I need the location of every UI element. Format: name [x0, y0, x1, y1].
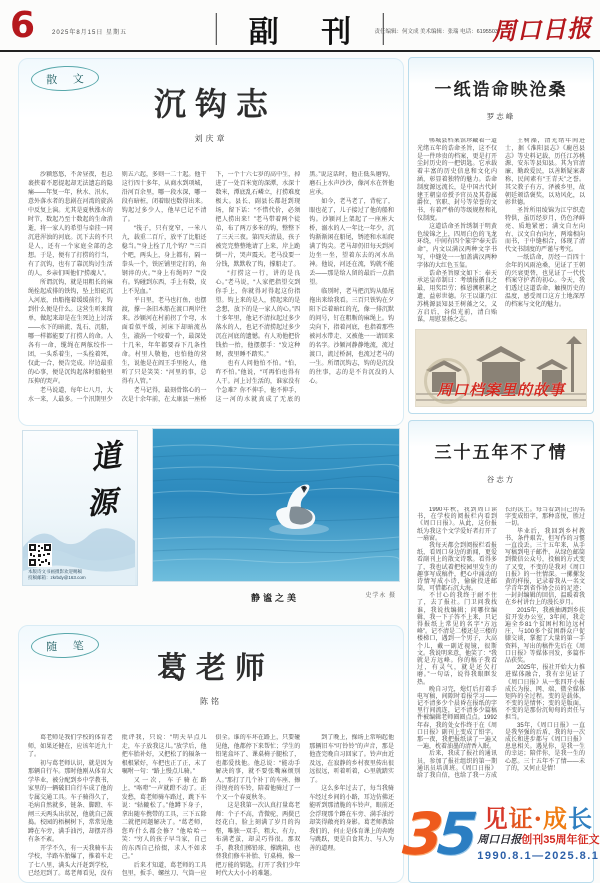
anniversary-campaign: 创刊35周年征文 — [521, 833, 600, 846]
essay-tag: 随 笔 — [31, 632, 100, 659]
anniversary-dates: 1990.8.1—2025.8.1 — [477, 849, 600, 862]
article-author: 谷志方 — [486, 475, 516, 484]
anniversary-logo — [400, 794, 600, 874]
daoyuan-notes — [28, 569, 86, 583]
photo-caption-row — [152, 588, 398, 603]
swan-photo-image — [152, 428, 400, 582]
temple-photo — [415, 329, 587, 407]
article-chengouzhi — [18, 58, 404, 426]
anniversary-digit-3: 3 — [400, 800, 440, 868]
page-number: 6 — [10, 5, 36, 46]
anniversary-slogan: 见证·成长 — [483, 803, 594, 833]
anniversary-number — [400, 800, 474, 868]
daoyuan-note-line2: 投稿邮箱：zkrbdy@163.com — [28, 575, 86, 581]
header-date: 2025年8月15日 星期五 — [52, 30, 128, 36]
article-title: 三十五年不了情 — [434, 443, 568, 463]
article-author: 刘庆章 — [194, 134, 228, 144]
daoyuan-title-char2: 源 — [85, 484, 119, 523]
anniversary-campaign-line — [477, 834, 599, 846]
article-body: 郸城县档案馆珍藏着一道光绪五年的诰命圣旨，这不仅是一件珍贵的档案，更是打开尘封历史的一把钥匙。它承载着丰富的历史信息和文化内涵，彰显着独特的魅力。诰命制度源远流长，是中国古代封建王朝皇帝授予官员及其眷属爵位、官职、封号等荣誉的文书，有着严格的等级规程和礼仪制度。 这道诰命圣旨绣制于明黄色绫锦之上，四周白色的飞龙环绕，中间有四个篆字“奉天诰命”，内文以满汉两种文字书写，中缝处一一加盖满汉两种字体的大红色玉玺。 诰命圣旨原文如下：奉天承运皇帝制曰：考绩报循良之最，用奖臣劳；推恩溯积累之遗，益彰世德。尔王以谦乃江苏桃源县知县王树藻之父，义方启后，谷似光前，清白贻谋，用慰显扬之志。 王树藻，清光绪年间进士，据《淮阳县志》《鹿邑县志》等史料记载，历任江苏桃源、安东等县知县。其为官清廉、勤政爱民，以善断疑案著称，民间素有“王青天”之誉。其父教子有方，泽被乡里，故朝廷颁诰褒奖，以劝风化，以彰世德。 圣旨所用绫锦为江宁织造特供，虽历经岁月，仍色泽鲜亮、质地紧密；满文自左向右、汉文自右向左，两端相向而书，于中缝相合，体现了清代文书制度的严谨与考究。 一纸诰命，历经一百四十余年的风雨沧桑，见证了王朝的兴衰更替，也见证了一代代档案守护者的初心。今天，我们透过这道诰命，触摸历史的温度，感受周口这方土地深厚的档案与文化的魅力。 — [417, 138, 585, 324]
swan-photo — [152, 428, 398, 603]
article-title: 一纸诰命映沧桑 — [434, 80, 568, 100]
daoyuan-note-line1: 本版诗文书画摄影欢迎赐稿 — [28, 568, 82, 574]
daoyuan-title-char1: 道 — [88, 438, 124, 477]
section-title: 副 刊 — [248, 15, 368, 50]
article-title: 葛老师 — [157, 651, 274, 686]
masthead — [200, 7, 400, 51]
header-rule — [0, 50, 600, 52]
article-gaoming — [408, 57, 594, 414]
article-title: 沉钩志 — [153, 85, 277, 123]
editors-line: 责任编辑：何文成 美术编辑：张瑞 电话：6195503 — [374, 29, 498, 35]
photo-credit: 史学永 摄 — [365, 593, 396, 599]
qr-code-icon — [28, 543, 52, 567]
middle-band — [18, 428, 402, 622]
article-body: 沙颍悠悠，不舍昼夜，也总裹挟着不愿提起却无法遗忘的隐痛——年复一年，秋水、汛水，意外落水者的悲剧在河湾的旋涡中反复上演。尤其是夏秋涨水的时节，数起乃至十数起的生命消逝，将一家人的希望与牵挂一同沉进浑浊的河底。沉下去的不只是人，还有一个家庭全部的念想。于是，便有了打捞的行当，有了沉钩，也有了靠沉钩讨生活的人，乡亲们叫他们“捞魂人”。 所谓沉钩，就是用粗长的麻绳拴起成排的铁钩，坠上铅砣沉入河底，由船拖着缓缓前行，钩到什么便是什么。这营生听来简单，做起来却是在生死边上讨活——水下的暗流、乱石、沉船，哪一样都能要了打捞人的命。人各有一命，缆绳在两舷绞作一团，一头系着生，一头拴着死，仅此一合，便告完成。岸边最重的心事，便是沉钩起落时船舱里压抑的哭声。 老马说道，每年七八月，大水一来，人最多。一个汛期里少则五六起，多则一二十起。他干这行四十多年，从商水到项城，沿河百余里，哪一段水深，哪一段有暗桩，闭着眼也数得出来。钩起过多少人，他早已记不清了。 “筏子，只有宽窄，一米八九，载重二百斤，放平了比船还稳当。”“身上拴了几个钩？”“三百个吧，两头上，身上都有，隔一拳头一个，铁匠铺里定打的，角钢淬的火。”“身上有绳吗？”“没有。钩碰到东西，手上有数，皮上不见血。” 平日里，老马也打鱼，也摆渡，撑一条旧木船在渡口两岸往来。沙颍河在村前拐了个弯，水面看似平缓，河床下却暗流丛生，漩涡一个咬着一个，最深处十几米，年年都要吞下几条性命。村里人敬他，也怕他的营生，说他是在阎王手里抢人，他听了只是笑笑：“河里的事，总得有人管。” 老马记得，最刻骨铭心的一次是十余年前，在太康县一座桥下，一个十六七岁的高中生，掉进了一处百米宽的深潭，水深十数米，潭底乱石嶙立，打捞难度极大。县长、副县长都赶到现场，留下话：“不惜代价，必须把人捞出来！”老马带着两个徒弟，布了两万多米的钩，整整下了三天三夜。第四天清晨，孩子被完完整整地请了上来，岸上跪倒一片，哭声震天。老马没要一分钱，默默收了钩，撑船走了。 “打捞这一行，讲的是良心。”老马说，“人家把指望交到你手上，你就得对得起这份指望。钩上来的是人，捞起来的是念想，放下的是一家人的心。”四十多年里，他记不清拉起过多少落水的人，也记不清捞起过多少沉在河底的遗憾。有人劝他把价钱抬一抬，他摆摆手：“发这种财，夜里睡不踏实。” 也有人问他怕不怕。“怕，咋不怕。”他说，“可再怕也得有人干。河上讨生活的，谁家没有个急难？你不伸手，他不伸手，这一河的水就真成了无底的黑。”说这话时，他正低头磨钩，磨石上水声沙沙，像河水在替他应承。 如今，老马老了，背驼了，眼也花了，儿子接过了他的船和钩。沙颍河上架起了一座座大桥，溺水的人一年比一年少，沉钩渐渐闲在船尾，锈迹和水垢爬满了钩尖。老马却仍旧每天到河边坐一坐，望着东去的河水出神。他说，河还在流，钩就不能丢——那是给人留的最后一点指望。 临别时，老马把沉钩从船尾拖出来给我看。三百只铁钩在夕阳下泛着暗红的光，像一排沉默的问号，钉在粗粝的麻绳上。钩尖向下，指着河底，也指着那些被河水带走、又被他一一请回来的名字。沙颍河静静地流，流过渡口，流过桥洞，也流过老马的一生。所谓沉钩志，钩的是沉没的往事，志的是不肯沉没的人心。 — [28, 172, 394, 403]
article-author: 罗志峰 — [486, 112, 516, 121]
divider-bar-icon — [216, 13, 217, 45]
anniversary-brand: 周口日报 — [477, 832, 522, 846]
anniversary-digit-5: 5 — [434, 800, 474, 868]
article-author: 陈铭 — [200, 697, 222, 706]
article-gelaoshi — [18, 625, 404, 883]
essay-tag: 散 文 — [31, 65, 100, 92]
article-body: 葛老师是我们学校的体育老师，如果还健在，应该年近九十了。 初与葛老师认识，就是因为那辆自行车。那时他刚从体育大学毕业，被分配到乡中学教书，家里的一辆破旧自行车成了他的专属交通工具。车子骑得久了，毛病自然就多，链条、脚蹬、车闸三天两头出状况，他就自己鼓捣。校园的梧桐树下，常常见他蹲在车旁，满手油污，却摆弄得有条不紊。 开学不久，有一天我骑车去学校，半路车胎爆了，推着车走了七八里，满头大汗赶到学校，已经迟到了。葛老师看见，没有批评我，只说：“明天早点儿走，车子放我这儿。”放学后，他把车胎补好，又把松了的辐条一根根紧好，车把也正了正，末了嘱咐一句：“路上慢点儿骑。” 又一次，车子骑在路上，“咯噔”一声就蹬不动了。正发愁，葛老师骑车路过，跳下车说：“轱辘松了。”他蹲下身子，拿出随车携带的工具，三下五除二就把问题解决了。“葛老师，您咋什么都会修？”他哈哈一笑：“穷人的孩子早当家，自己的东西自己拾掇，求人不如求己。” 后来才知道，葛老师的工具包里，扳手、螺丝刀、气筒一应俱全。谁的车坏在路上，只要碰见他，他都停下来帮忙；学生的铅笔盒坏了、课桌椅子腿松了，也都爱找他。他总说：“能动手解决的事，就不要张嘴麻烦别人。”那打了几个补丁的车座、擦得锃亮的车铃，陪着他骑过了一个又一个春夏秋冬。 这是我第一次认真打量葛老师：个子不高，背微驼，两鬓已经花白，脸上刻满了岁月的沟壑，唯独一双手，粗大、有力，布满老茧，却灵巧得很。那双手，教我们掷铅球、撑跳箱，也替我们修车补胎、钉桌椅，像一把万能的钥匙，打开了我们少年时代大大小小的难题。 到了晚上，操场上常响起他那辆旧车“叮铃铃”的声音，那是他查完晚自习回家了。铃声由近及远，在寂静的乡村夜里传出很远很远，听着听着，心里就踏实了。 这么多年过去了，每当我骑车经过乡间的小路，耳边仿佛还能听到那清脆的车铃声，眼前还会浮现那个蹲在车旁、满手油污却笑得敞亮的身影。葛老师教给我们的，何止是体育课上的奔跑与跳跃，更是自食其力、与人为善的道理。 — [28, 735, 394, 877]
newspaper-brand: 周口日报 — [491, 13, 593, 46]
article-body: 1990年秋，我到周口读书，在学校的阅报栏内看到《周口日报》。从此，这份报纸为我这个文学爱好者打开了一扇窗。 我每天都会到阅报栏看报纸，看周口身边的新闻，更爱看副刊上的散文诗歌。看得多了，我也试着把校园里发生的趣事写成稿件，把心中涌动的诗情写成小诗，偷偷投进邮筒，可惜都石沉大海。 不甘心的我终于耐不住了，去了报社。门卫问我找谁，我说找编辑；问哪位编辑，我一下子答不上来，只记得报纸上常见的名字“方远峰”。记不清是二楼还是三楼的楼梯口，遇到一个男子，大高个儿，戴一副近视镜，很斯文。我说明来意，他笑了：“我就是方远峰。你的稿子我看过，有灵气，就是还欠打磨。”一句话，说得我眼眶发热。 晚自习完，熄灯后打着手电写稿，间隙时看报学习——记不清多少个晨昏在报纸的字里行间流连，记不清多少篇稿件被编辑老师圈圈点点。1992年春，我的处女作终于在《周口日报》副刊上变成了铅字。那一夜，我把报纸读了一遍又一遍，枕着油墨的清香入眠。 后来，我成了报社的通讯员，参加了报社组织的第一期通讯员培训班。《周口日报》给了我自信，也给了我一方成长的沃土。每当看到自己的名字变成铅字，那种喜悦，胜过一切。 毕业后，我回到乡村教书，条件艰苦，但写作的习惯一直没丢。三十五年来，从手写稿到电子邮件，从绿色邮筒到微信公众号，投稿的方式变了又变，不变的是我对《周口日报》的一往情深。一摞摞发黄的样报，记录着我从一名文学青年到省作协会员的足迹；一封封编辑的回信，温暖着我在乡村讲台上的漫长岁月。 2015年，我被抽调到乡扶贫开发办公室，3年间，我走遍全乡81个贫困村和边远村庄，与100多个贫困群众户促膝交谈，掌握了大量的第一手资料，写出的稿件先后在《周口日报》等媒体刊发，多篇作品获奖。 2025年，报社开始大力推进媒体融合，我有幸见证了《周口日报》从一张四开小报成长为报、网、端、微全媒体矩阵的全过程。变的是载体，不变的是情怀；变的是版面，不变的是那份沉甸甸的责任与担当。 35年，《周口日报》一直是我坚强的后盾，我的每一次成长和进步都与《周口日报》息息相关。遇见你，是我一生的幸运；陪伴你，是我一生的心愿。三十五年不了情——未了的，又何止是情！ — [417, 507, 585, 779]
daoyuan-column-box — [22, 430, 138, 586]
archive-story-stamp: 周口档案里的故事 — [436, 381, 565, 399]
photo-caption: 静谧之美 — [250, 593, 299, 603]
anniversary-text — [477, 803, 600, 862]
article-buliaoqing — [400, 420, 600, 883]
